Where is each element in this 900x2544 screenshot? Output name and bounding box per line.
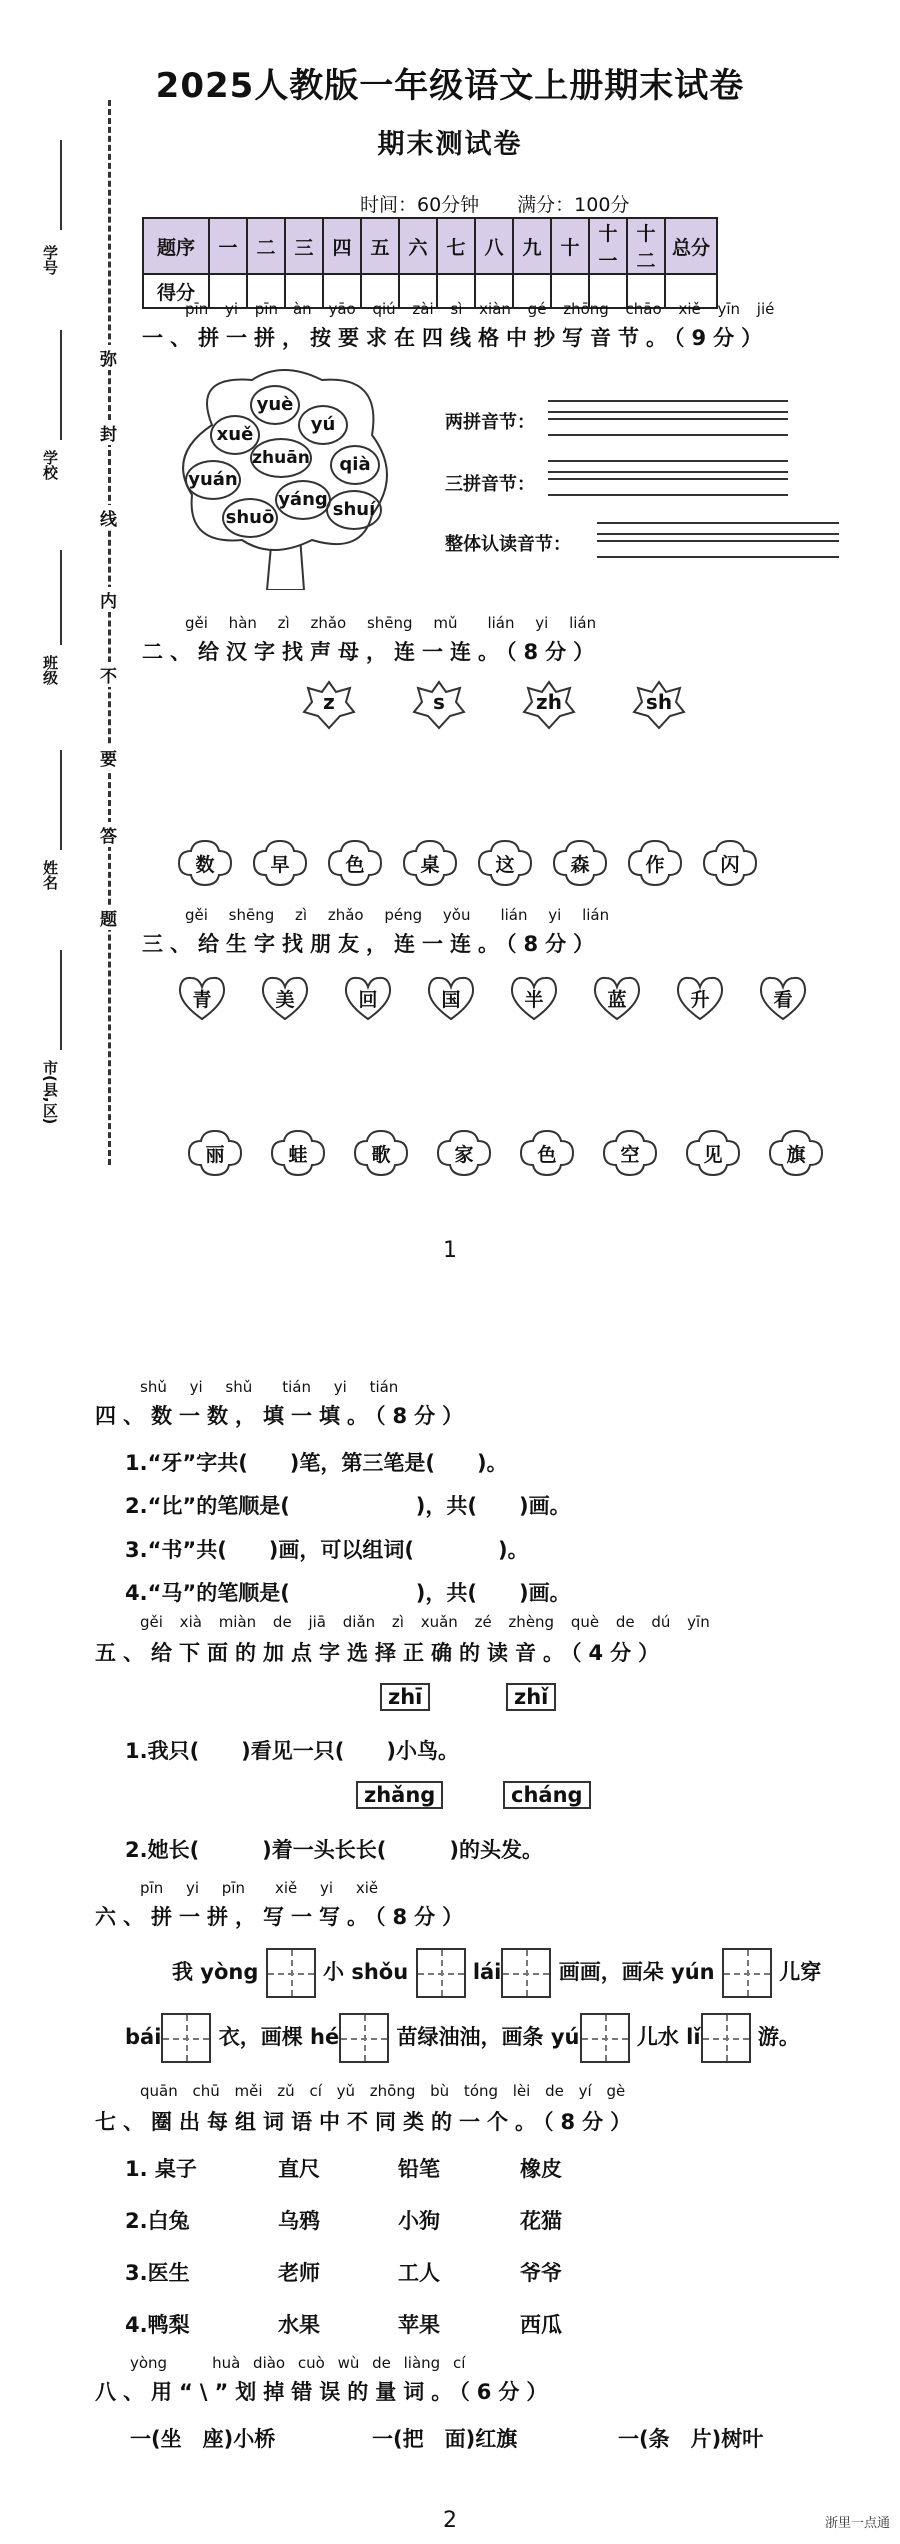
q7-word[interactable]: 乌鸦 [278,2209,320,2233]
side-label-district: 市(县,区) [41,1060,59,1125]
apple-3: yú [298,405,348,445]
score-row2-label: 得分 [143,274,209,308]
q8-title: 八、用“\”划掉错误的量词。（6分） [95,2380,555,2404]
side-label-class: 班级 [41,655,59,685]
flower-card[interactable]: 桌 [400,838,460,888]
tian-grid[interactable] [580,2013,630,2063]
seal-char-7: 答 [100,822,117,847]
q4-item-1: 1.“牙”字共( )笔，第三笔是( )。 [125,1451,508,1475]
flower-card[interactable]: 早 [250,838,310,888]
q7-word[interactable]: 直尺 [278,2157,320,2181]
flower-card[interactable]: 森 [550,838,610,888]
leaf-card[interactable]: s [412,680,466,730]
leaf-card[interactable]: zh [522,680,576,730]
side-label-student-id: 学号 [41,245,59,275]
q5-option-chang[interactable]: cháng [503,1781,591,1809]
heart-card[interactable]: 半 [509,975,559,1021]
q2-title: 二、给汉字找声母，连一连。（8分） [142,640,602,664]
q3-title: 三、给生字找朋友，连一连。（8分） [142,932,602,956]
tian-grid[interactable] [722,1948,772,1998]
q4-pinyin: shǔ yi shǔ tián yi tián [140,1378,399,1396]
q8-item-2[interactable]: 一(把 面)红旗 [372,2427,518,2451]
heart-card[interactable]: 回 [343,975,393,1021]
flower-card[interactable]: 数 [175,838,235,888]
q4-title: 四、数一数，填一填。（8分） [95,1404,471,1428]
exam-title: 2025人教版一年级语文上册期末试卷 [155,66,745,106]
side-label-name: 姓名 [41,860,59,890]
flower-card[interactable]: 丽 [185,1128,245,1178]
q6-row-2: bái 衣，画棵 hé 苗绿油油，画条 yú 儿水 lǐ 游。 [125,2010,800,2064]
q7-word[interactable]: 铅笔 [398,2157,440,2181]
flower-card[interactable]: 旗 [766,1128,826,1178]
flower-card[interactable]: 闪 [700,838,760,888]
exam-subtitle: 期末测试卷 [377,129,523,160]
score-row1-label: 题序 [143,218,209,274]
tian-grid[interactable] [161,2013,211,2063]
flower-card[interactable]: 见 [683,1128,743,1178]
heart-card[interactable]: 看 [758,975,808,1021]
apple-8: yáng [275,480,331,520]
heart-card[interactable]: 蓝 [592,975,642,1021]
page-number-1: 1 [443,1238,457,1263]
q1-title: 一、拼一拼，按要求在四线格中抄写音节。（9分） [142,326,770,350]
q5-title: 五、给下面的加点字选择正确的读音。（4分） [95,1641,667,1665]
apple-7: shuō [222,498,278,538]
apple-4: zhuān [250,438,312,478]
seal-char-6: 要 [100,745,117,770]
q5-sentence-1: 1.我只( )看见一只( )小鸟。 [125,1739,459,1763]
seal-char-2: 封 [100,420,117,445]
q6-row-1: 我 yòng 小 shǒu lái 画画，画朵 yún 儿穿 [172,1945,821,1999]
heart-card[interactable]: 美 [260,975,310,1021]
q7-word[interactable]: 老师 [278,2261,320,2285]
q2-pinyin: gěi hàn zì zhǎo shēng mǔ lián yi lián [185,614,597,632]
q6-title: 六、拼一拼，写一写。（8分） [95,1905,471,1929]
q7-row: 1. 桌子 [125,2157,197,2181]
watermark: 浙里一点通 [824,2516,890,2531]
apple-5: qià [330,445,380,485]
q7-word[interactable]: 苹果 [398,2313,440,2337]
tian-grid[interactable] [266,1948,316,1998]
seal-char-3: 线 [100,505,117,530]
apple-9: shuí [326,490,382,530]
q7-word[interactable]: 爷爷 [520,2261,562,2285]
q5-option-zhi1[interactable]: zhī [380,1683,430,1711]
seal-char-1: 弥 [100,345,117,370]
score-table: 题序 一 二 三 四 五 六 七 八 九 十 十一 十二 总分 得分 [142,217,718,309]
q7-word[interactable]: 橡皮 [520,2157,562,2181]
heart-card[interactable]: 青 [177,975,227,1021]
side-label-school: 学校 [41,450,59,480]
seal-char-4: 内 [100,587,117,612]
q7-title: 七、圈出每组词语中不同类的一个。（8分） [95,2110,639,2134]
q1-four-line-grid-3[interactable] [597,522,839,558]
leaf-card[interactable]: z [302,680,356,730]
q8-item-1[interactable]: 一(坐 座)小桥 [130,2427,276,2451]
q4-item-4: 4.“马”的笔顺是( )，共( )画。 [125,1581,571,1605]
q1-four-line-grid-1[interactable] [548,400,788,436]
q7-row: 3.医生 [125,2261,190,2285]
tian-grid[interactable] [339,2013,389,2063]
q7-word[interactable]: 工人 [398,2261,440,2285]
q1-label-three: 三拼音节： [445,474,535,495]
seal-char-5: 不 [100,662,117,687]
q7-row: 2.白兔 [125,2209,190,2233]
apple-1: yuè [250,385,300,425]
q4-item-3: 3.“书”共( )画，可以组词( )。 [125,1538,529,1562]
flower-card[interactable]: 蛙 [268,1128,328,1178]
q5-sentence-2: 2.她长( )着一头长长( )的头发。 [125,1838,543,1862]
apple-2: xuě [210,415,260,455]
q4-item-2: 2.“比”的笔顺是( )，共( )画。 [125,1494,571,1518]
flower-card[interactable]: 作 [625,838,685,888]
q5-pinyin: gěi xià miàn de jiā diǎn zì xuǎn zé zhèng què de dú yīn [140,1613,710,1631]
tian-grid[interactable] [701,2013,751,2063]
q8-item-3[interactable]: 一(条 片)树叶 [618,2427,764,2451]
page-number-2: 2 [443,2508,457,2533]
tian-grid[interactable] [416,1948,466,1998]
q1-label-whole: 整体认读音节： [445,534,571,555]
q3-pinyin: gěi shēng zì zhǎo péng yǒu lián yi lián [185,906,610,924]
apple-6: yuán [185,460,241,500]
flower-card[interactable]: 歌 [351,1128,411,1178]
q1-pinyin: pīn yi pīn àn yāo qiú zài sì xiàn gé zhōng chāo xiě yīn jié [185,300,775,318]
q5-option-zhang[interactable]: zhǎng [356,1781,443,1809]
heart-card[interactable]: 国 [426,975,476,1021]
q7-word[interactable]: 花猫 [520,2209,562,2233]
tian-grid[interactable] [501,1948,551,1998]
q7-word[interactable]: 小狗 [398,2209,440,2233]
q5-option-zhi3[interactable]: zhǐ [506,1683,556,1711]
heart-card[interactable]: 升 [675,975,725,1021]
q7-pinyin: quān chū měi zǔ cí yǔ zhōng bù tóng lèi de yí gè [140,2082,626,2100]
q6-pinyin: pīn yi pīn xiě yi xiě [140,1879,379,1897]
seal-char-8: 题 [100,905,117,930]
seal-dashed-line [108,100,111,1165]
flower-card[interactable]: 色 [517,1128,577,1178]
flower-card[interactable]: 色 [325,838,385,888]
exam-meta: 时间：60分钟 满分：100分 [360,194,630,216]
q7-row: 4.鸭梨 [125,2313,190,2337]
q8-pinyin: yòng huà diào cuò wù de liàng cí [130,2354,466,2372]
leaf-card[interactable]: sh [632,680,686,730]
flower-card[interactable]: 这 [475,838,535,888]
q7-word[interactable]: 西瓜 [520,2313,562,2337]
q7-word[interactable]: 水果 [278,2313,320,2337]
q1-label-two: 两拼音节： [445,412,535,433]
flower-card[interactable]: 家 [434,1128,494,1178]
q1-four-line-grid-2[interactable] [548,460,788,496]
flower-card[interactable]: 空 [600,1128,660,1178]
